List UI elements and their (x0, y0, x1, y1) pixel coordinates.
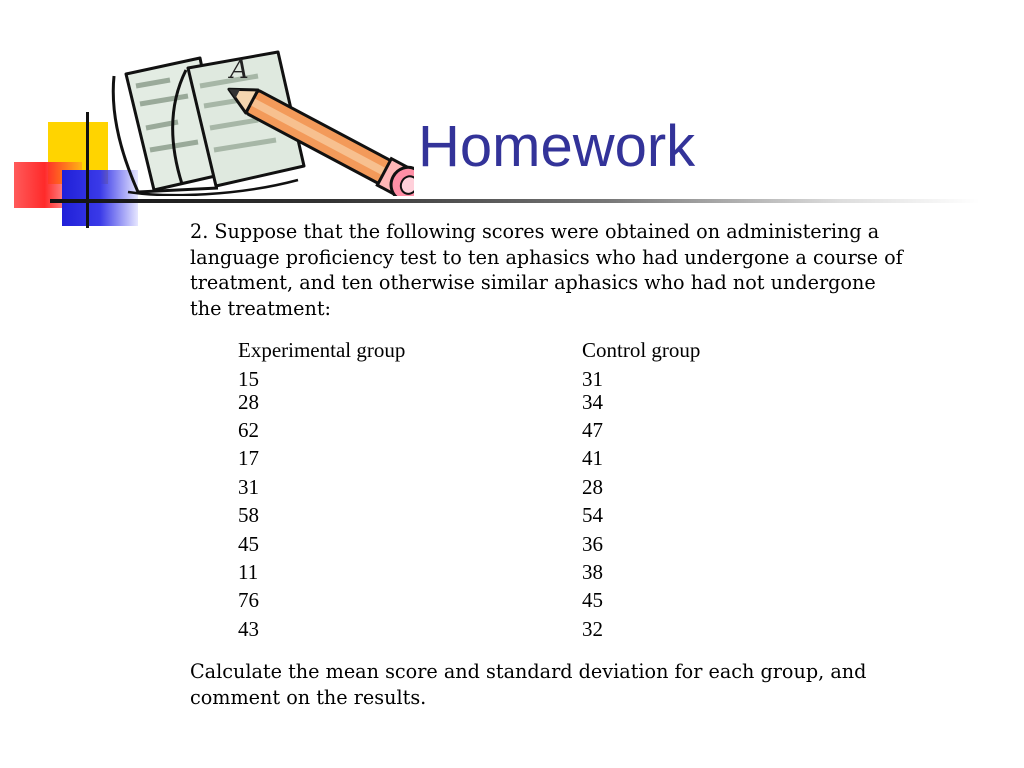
experimental-score: 45 (238, 532, 259, 556)
experimental-score: 58 (238, 503, 259, 527)
control-score: 36 (582, 532, 603, 556)
experimental-score: 43 (238, 617, 259, 641)
homework-papers-pencil-icon (108, 46, 414, 196)
question-text: Calculate the mean score and standard deviation for each group, and comment on the results. (190, 660, 867, 709)
experimental-score: 15 (238, 367, 259, 391)
control-score: 28 (582, 475, 603, 499)
slide-title: Homework (418, 114, 696, 179)
experimental-score: 28 (238, 390, 259, 414)
grade-mark-a: A (230, 55, 249, 85)
decorative-vertical-rule (86, 112, 89, 228)
experimental-score: 17 (238, 446, 259, 470)
experimental-score: 62 (238, 418, 259, 442)
control-score: 32 (582, 617, 603, 641)
control-score: 34 (582, 390, 603, 414)
problem-statement: 2. Suppose that the following scores were obtained on administering a language proficiency test to ten aphasics who had undergone a course of treatment, and ten otherwise similar aphasics who had not undergone the treatment: (190, 220, 903, 320)
column-header-experimental: Experimental group (238, 338, 406, 362)
experimental-score: 31 (238, 475, 259, 499)
experimental-score: 11 (238, 560, 259, 584)
control-score: 54 (582, 503, 603, 527)
control-score: 38 (582, 560, 603, 584)
control-score: 47 (582, 418, 603, 442)
title-underline-rule (50, 199, 980, 203)
control-score: 45 (582, 588, 603, 612)
experimental-score: 76 (238, 588, 259, 612)
column-header-control: Control group (582, 338, 701, 362)
control-score: 41 (582, 446, 603, 470)
control-score: 31 (582, 367, 603, 391)
